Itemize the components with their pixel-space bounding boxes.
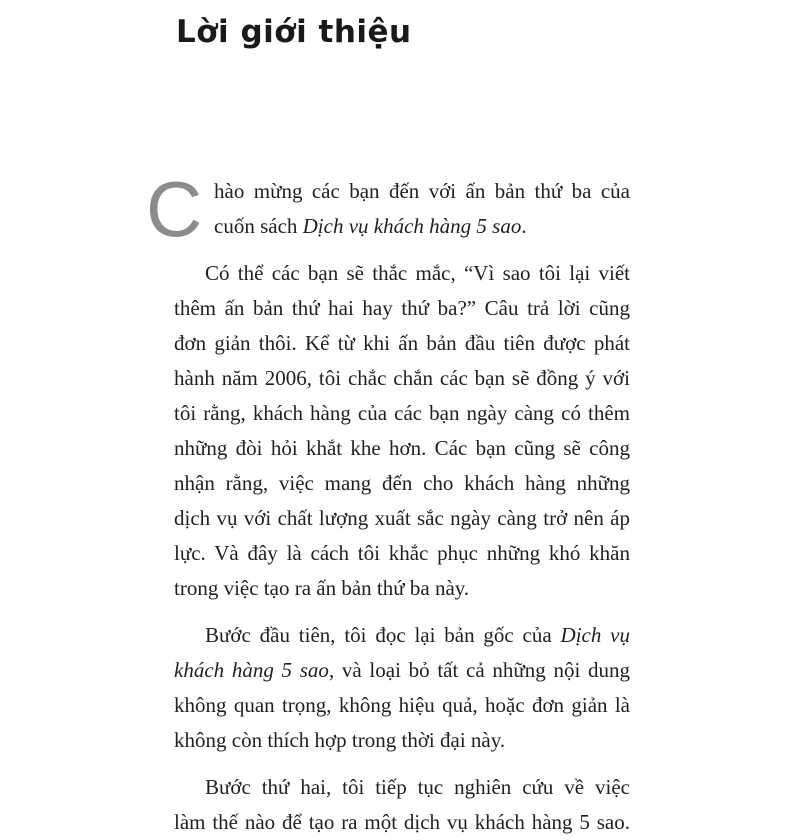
paragraph-3-line-1: Bước đầu tiên, tôi đọc lại bản gốc của Dịch vụ xyxy=(205,623,630,647)
paragraph-3-line-4: không còn thích hợp trong thời đại này. xyxy=(174,728,506,752)
book-title: khách hàng 5 sao xyxy=(174,658,329,682)
paragraph-2-line-5: tôi rằng, khách hàng của các bạn ngày càng có thêm xyxy=(174,401,630,425)
paragraph-3-line-3: không quan trọng, không hiệu quả, hoặc đơn giản là xyxy=(174,693,630,717)
paragraph-2-line-10: trong việc tạo ra ấn bản thứ ba này. xyxy=(174,576,470,600)
paragraph-2-line-3: đơn giản thôi. Kể từ khi ấn bản đầu tiên được phát xyxy=(174,331,630,355)
book-title: Dịch vụ xyxy=(560,623,630,647)
drop-cap: C xyxy=(146,165,203,253)
paragraph-2-line-9: lực. Và đây là cách tôi khắc phục những khó khăn xyxy=(174,541,630,565)
paragraph-2-line-8: dịch vụ với chất lượng xuất sắc ngày càng trở nên áp xyxy=(174,506,630,530)
paragraph-1-line-1: hào mừng các bạn đến với ấn bản thứ ba của xyxy=(214,179,630,203)
paragraph-4-line-1: Bước thứ hai, tôi tiếp tục nghiên cứu về việc xyxy=(205,775,630,799)
body-text xyxy=(174,174,630,840)
paragraph-3-line-2: khách hàng 5 sao, và loại bỏ tất cả những nội dung xyxy=(174,658,630,682)
paragraph-1-line-2: cuốn sách Dịch vụ khách hàng 5 sao. xyxy=(214,214,527,238)
book-title: Dịch vụ khách hàng 5 sao xyxy=(302,214,522,238)
paragraph-4-line-2: làm thế nào để tạo ra một dịch vụ khách hàng 5 sao. xyxy=(174,810,630,834)
paragraph-2-line-2: thêm ấn bản thứ hai hay thứ ba?” Câu trả lời cũng xyxy=(174,296,630,320)
paragraph-2-line-6: những đòi hỏi khắt khe hơn. Các bạn cũng sẽ công xyxy=(174,436,630,460)
paragraph-2-line-4: hành năm 2006, tôi chắc chắn các bạn sẽ đồng ý với xyxy=(174,366,630,390)
page-title: Lời giới thiệu xyxy=(176,14,412,50)
paragraph-2-line-7: nhận rằng, việc mang đến cho khách hàng những xyxy=(174,471,630,495)
paragraph-2-line-1: Có thể các bạn sẽ thắc mắc, “Vì sao tôi lại viết xyxy=(205,261,630,285)
